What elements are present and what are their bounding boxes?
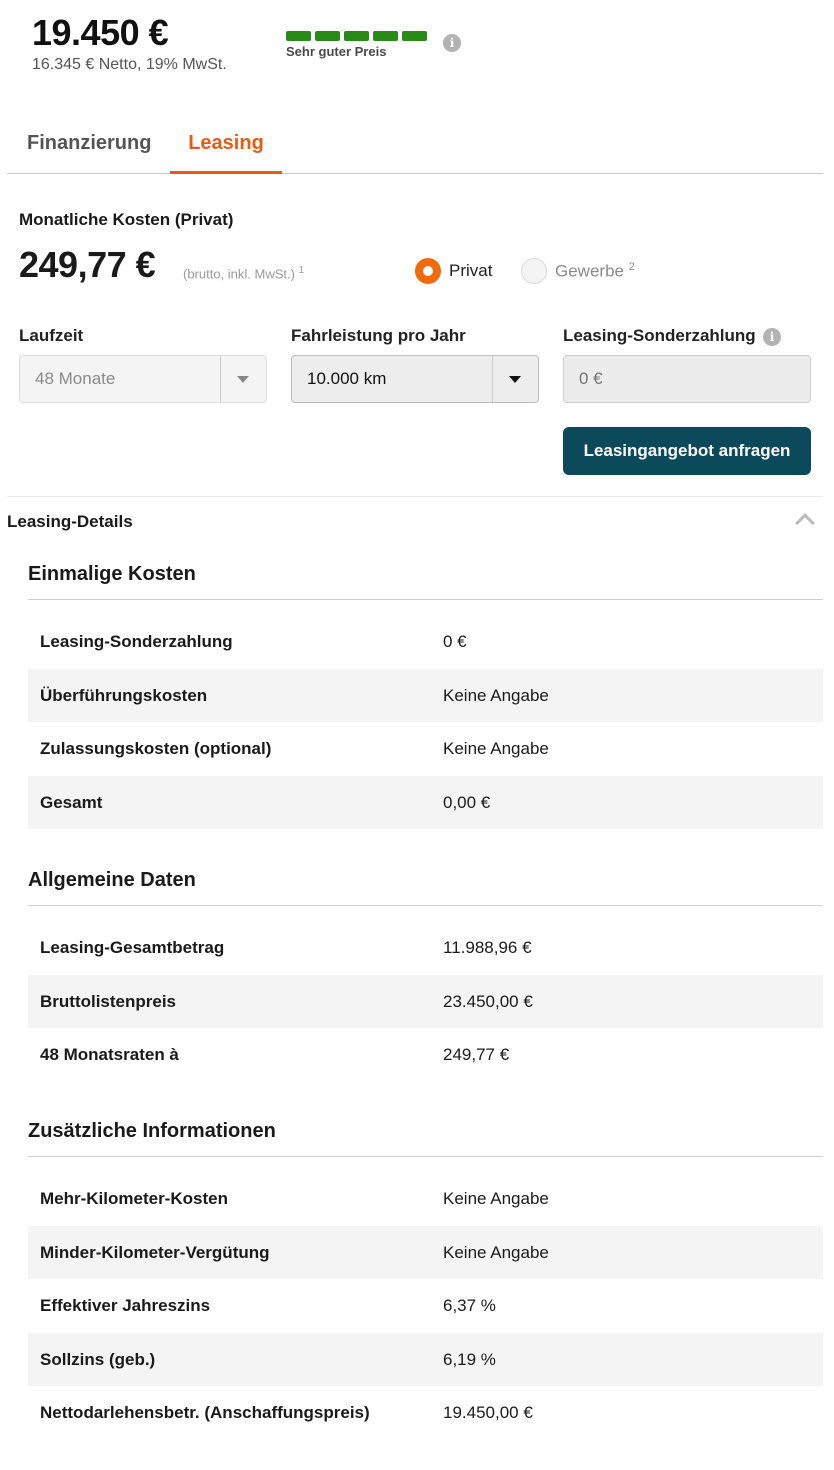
rating-segment xyxy=(402,31,427,41)
row-key: Mehr-Kilometer-Kosten xyxy=(40,1189,228,1208)
table-row xyxy=(28,722,823,776)
vehicle-price: 19.450 € xyxy=(32,12,169,53)
table-row xyxy=(28,1226,823,1280)
laufzeit-label: Laufzeit xyxy=(19,326,84,345)
radio-privat[interactable] xyxy=(415,258,441,284)
section-title: Zusätzliche Informationen xyxy=(28,1117,823,1157)
price-rating-info-icon[interactable]: i xyxy=(443,34,461,52)
section-allgemeine-daten xyxy=(28,866,823,1082)
chevron-down-icon xyxy=(509,376,521,383)
row-key: Sollzins (geb.) xyxy=(40,1349,156,1369)
table-row xyxy=(28,1386,823,1440)
row-key: Überführungskosten xyxy=(40,685,208,705)
row-value: 6,19 % xyxy=(443,1349,496,1369)
row-value: Keine Angabe xyxy=(443,739,549,758)
row-key: Bruttolistenpreis xyxy=(40,991,177,1011)
table-row xyxy=(28,1028,823,1082)
rating-segment xyxy=(373,31,398,41)
leasing-request-button[interactable]: Leasingangebot anfragen xyxy=(563,427,811,475)
table-row xyxy=(28,669,823,723)
table-row xyxy=(28,1333,823,1387)
radio-privat-label[interactable]: Privat xyxy=(449,261,493,280)
rating-segment xyxy=(315,31,340,41)
fahrleistung-label: Fahrleistung pro Jahr xyxy=(291,326,466,345)
table-row xyxy=(28,1279,823,1333)
sonderzahlung-input[interactable] xyxy=(563,355,811,403)
row-value: 19.450,00 € xyxy=(443,1403,533,1422)
row-key: Gesamt xyxy=(40,792,103,812)
monthly-cost-note: (brutto, inkl. MwSt.) $^1$ xyxy=(183,265,305,282)
chevron-down-icon xyxy=(237,376,249,383)
row-value: Keine Angabe xyxy=(443,685,549,705)
table-row xyxy=(28,776,823,830)
divider xyxy=(7,496,823,497)
row-key: 48 Monatsraten à xyxy=(40,1045,179,1064)
vehicle-price-netto: 16.345 € Netto, 19% MwSt. xyxy=(32,56,227,73)
rating-segment xyxy=(286,31,311,41)
monthly-cost-label: Monatliche Kosten (Privat) xyxy=(19,210,234,229)
radio-gewerbe-label[interactable]: Gewerbe $^2$ xyxy=(555,261,635,281)
row-value: Keine Angabe xyxy=(443,1242,549,1262)
rating-segment xyxy=(344,31,369,41)
table-row xyxy=(28,615,823,669)
price-rating-label: Sehr guter Preis xyxy=(286,44,387,59)
row-value: 11.988,96 € xyxy=(443,938,532,957)
table-row xyxy=(28,975,823,1029)
laufzeit-value: 48 Monate xyxy=(35,369,116,388)
row-value: 6,37 % xyxy=(443,1296,496,1315)
section-title: Allgemeine Daten xyxy=(28,866,823,906)
row-key: Zulassungskosten (optional) xyxy=(40,739,272,758)
row-key: Nettodarlehensbetr. (Anschaffungspreis) xyxy=(40,1403,370,1422)
footnote-ref: 2 xyxy=(628,261,635,273)
chevron-up-icon[interactable] xyxy=(795,513,815,533)
financing-tabs xyxy=(7,118,823,174)
price-rating-bars xyxy=(286,31,427,41)
row-value: 0 € xyxy=(443,632,467,651)
tab-leasing[interactable]: Leasing xyxy=(170,118,282,174)
table-row xyxy=(28,1172,823,1226)
radio-gewerbe[interactable] xyxy=(521,258,547,284)
sonderzahlung-info-icon[interactable]: i xyxy=(763,328,781,346)
row-value: Keine Angabe xyxy=(443,1189,549,1208)
row-value: 23.450,00 € xyxy=(443,991,533,1011)
fahrleistung-value: 10.000 km xyxy=(307,369,387,388)
section-title: Einmalige Kosten xyxy=(28,560,823,600)
row-key: Effektiver Jahreszins xyxy=(40,1296,211,1315)
leasing-details-title[interactable]: Leasing-Details xyxy=(7,512,133,531)
footnote-ref: 1 xyxy=(298,265,305,276)
monthly-cost-amount: 249,77 € xyxy=(19,244,156,285)
row-key: Leasing-Sonderzahlung xyxy=(40,632,233,651)
tab-finanzierung[interactable]: Finanzierung xyxy=(27,132,152,154)
row-key: Minder-Kilometer-Vergütung xyxy=(40,1242,270,1262)
laufzeit-select[interactable] xyxy=(19,355,267,403)
table-row xyxy=(28,921,823,975)
row-value: 249,77 € xyxy=(443,1045,510,1064)
section-zusaetzliche-informationen xyxy=(28,1117,823,1440)
price-rating xyxy=(286,31,427,59)
sonderzahlung-label: Leasing-Sonderzahlung xyxy=(563,326,756,345)
section-einmalige-kosten xyxy=(28,560,823,829)
select-divider xyxy=(492,356,493,402)
row-key: Leasing-Gesamtbetrag xyxy=(40,938,225,957)
select-divider xyxy=(220,356,221,402)
fahrleistung-select[interactable] xyxy=(291,355,539,403)
row-value: 0,00 € xyxy=(443,792,491,812)
